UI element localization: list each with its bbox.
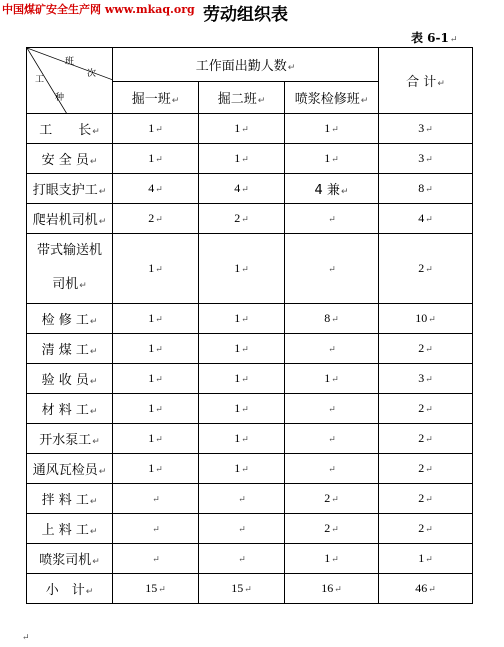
table-row: [27, 174, 473, 204]
diag-label-ci: 次: [87, 69, 97, 79]
group-header-cell: 工作面出勤人数↵: [113, 48, 379, 82]
table-body: [27, 114, 473, 604]
count-cell: 1↵: [113, 394, 199, 424]
count-cell: 1↵: [113, 114, 199, 144]
table-row: [27, 114, 473, 144]
count-cell: 1↵: [199, 424, 285, 454]
count-cell: 1↵: [199, 234, 285, 304]
count-cell: 1↵: [199, 114, 285, 144]
count-cell: 1↵: [199, 304, 285, 334]
table-row: [27, 144, 473, 174]
table-row: [27, 484, 473, 514]
site-watermark: 中国煤矿安全生产网 www.mkaq.org: [2, 3, 195, 16]
count-cell: 15↵: [113, 574, 199, 604]
table-row: [27, 334, 473, 364]
role-name-cell: 上 料 工↵: [27, 514, 113, 544]
role-name-cell: 安 全 员↵: [27, 144, 113, 174]
role-name-cell: 通风瓦检员↵: [27, 454, 113, 484]
total-cell: 2↵: [379, 514, 473, 544]
role-name-cell: 检 修 工↵: [27, 304, 113, 334]
count-cell: ↵: [113, 544, 199, 574]
total-cell: 2↵: [379, 234, 473, 304]
count-cell: 15↵: [199, 574, 285, 604]
total-cell: 4↵: [379, 204, 473, 234]
count-cell: ↵: [285, 234, 379, 304]
table-row: [27, 394, 473, 424]
total-cell: 8↵: [379, 174, 473, 204]
count-cell: 1↵: [285, 364, 379, 394]
table-row: [27, 544, 473, 574]
count-cell: ↵: [285, 204, 379, 234]
shift-header-cell: 喷浆检修班↵: [285, 82, 379, 114]
count-cell: 1↵: [113, 234, 199, 304]
count-cell: ↵: [199, 544, 285, 574]
labor-organization-table: [26, 47, 473, 604]
table-row: [27, 424, 473, 454]
total-cell: 1↵: [379, 544, 473, 574]
count-cell: ↵: [285, 454, 379, 484]
count-cell: 1↵: [285, 114, 379, 144]
count-cell: 1↵: [199, 454, 285, 484]
count-cell: ↵: [199, 484, 285, 514]
count-cell: 2↵: [113, 204, 199, 234]
role-name-cell: 爬岩机司机↵: [27, 204, 113, 234]
table-number-label: 表 6-1↵: [411, 31, 458, 45]
diag-label-zhong: 种: [55, 93, 65, 103]
count-cell: 4↵: [199, 174, 285, 204]
role-name-cell: 验 收 员↵: [27, 364, 113, 394]
role-name-cell: 拌 料 工↵: [27, 484, 113, 514]
count-cell: 1↵: [113, 304, 199, 334]
count-cell: ↵: [199, 514, 285, 544]
diag-label-gong: 工: [35, 75, 45, 85]
shift-header-cell: 掘一班↵: [113, 82, 199, 114]
count-cell: ↵: [113, 484, 199, 514]
count-cell: 2↵: [285, 514, 379, 544]
table-row: [27, 364, 473, 394]
total-cell: 3↵: [379, 364, 473, 394]
total-cell: 2↵: [379, 424, 473, 454]
count-cell: 1↵: [113, 454, 199, 484]
shift-header-cell: 掘二班↵: [199, 82, 285, 114]
total-cell: 2↵: [379, 454, 473, 484]
count-cell: 1↵: [113, 144, 199, 174]
count-cell: 1↵: [113, 424, 199, 454]
role-name-cell: 清 煤 工↵: [27, 334, 113, 364]
table-row: [27, 204, 473, 234]
count-cell: 1↵: [199, 364, 285, 394]
total-cell: 3↵: [379, 114, 473, 144]
count-cell: ↵: [285, 424, 379, 454]
count-cell: 1↵: [113, 364, 199, 394]
table-row: [27, 304, 473, 334]
table-row: [27, 574, 473, 604]
total-cell: 46↵: [379, 574, 473, 604]
role-name-cell: 材 料 工↵: [27, 394, 113, 424]
table-row: [27, 514, 473, 544]
role-name-cell: 打眼支护工↵: [27, 174, 113, 204]
page-title: 劳动组织表: [203, 5, 288, 25]
count-cell: ↵: [285, 394, 379, 424]
diag-label-ban: 班: [65, 57, 75, 67]
total-cell: 10↵: [379, 304, 473, 334]
count-cell: ↵: [113, 514, 199, 544]
role-name-cell: 开水泵工↵: [27, 424, 113, 454]
count-cell: 4↵: [113, 174, 199, 204]
count-cell: 1↵: [113, 334, 199, 364]
header-row-1: [27, 48, 473, 82]
role-name-cell: 小 计↵: [27, 574, 113, 604]
trailing-return-mark: ↵: [22, 633, 30, 643]
total-cell: 2↵: [379, 484, 473, 514]
total-header-cell: 合 计↵: [379, 48, 473, 114]
count-cell: 1↵: [199, 144, 285, 174]
count-cell: 16↵: [285, 574, 379, 604]
count-cell: 1↵: [199, 394, 285, 424]
count-cell: 2↵: [199, 204, 285, 234]
count-cell: 8↵: [285, 304, 379, 334]
role-name-cell: 工 长↵: [27, 114, 113, 144]
total-cell: 2↵: [379, 394, 473, 424]
table-row: [27, 454, 473, 484]
total-cell: 2↵: [379, 334, 473, 364]
role-name-cell: 喷浆司机↵: [27, 544, 113, 574]
diagonal-header-cell: [27, 48, 113, 114]
table-row: [27, 234, 473, 304]
total-cell: 3↵: [379, 144, 473, 174]
count-cell: ↵: [285, 334, 379, 364]
count-cell: 1↵: [285, 544, 379, 574]
count-cell: 2↵: [285, 484, 379, 514]
count-cell: 1↵: [199, 334, 285, 364]
count-cell: 4 兼↵: [285, 174, 379, 204]
count-cell: 1↵: [285, 144, 379, 174]
role-name-cell: 带式输送机司机↵: [27, 234, 113, 304]
